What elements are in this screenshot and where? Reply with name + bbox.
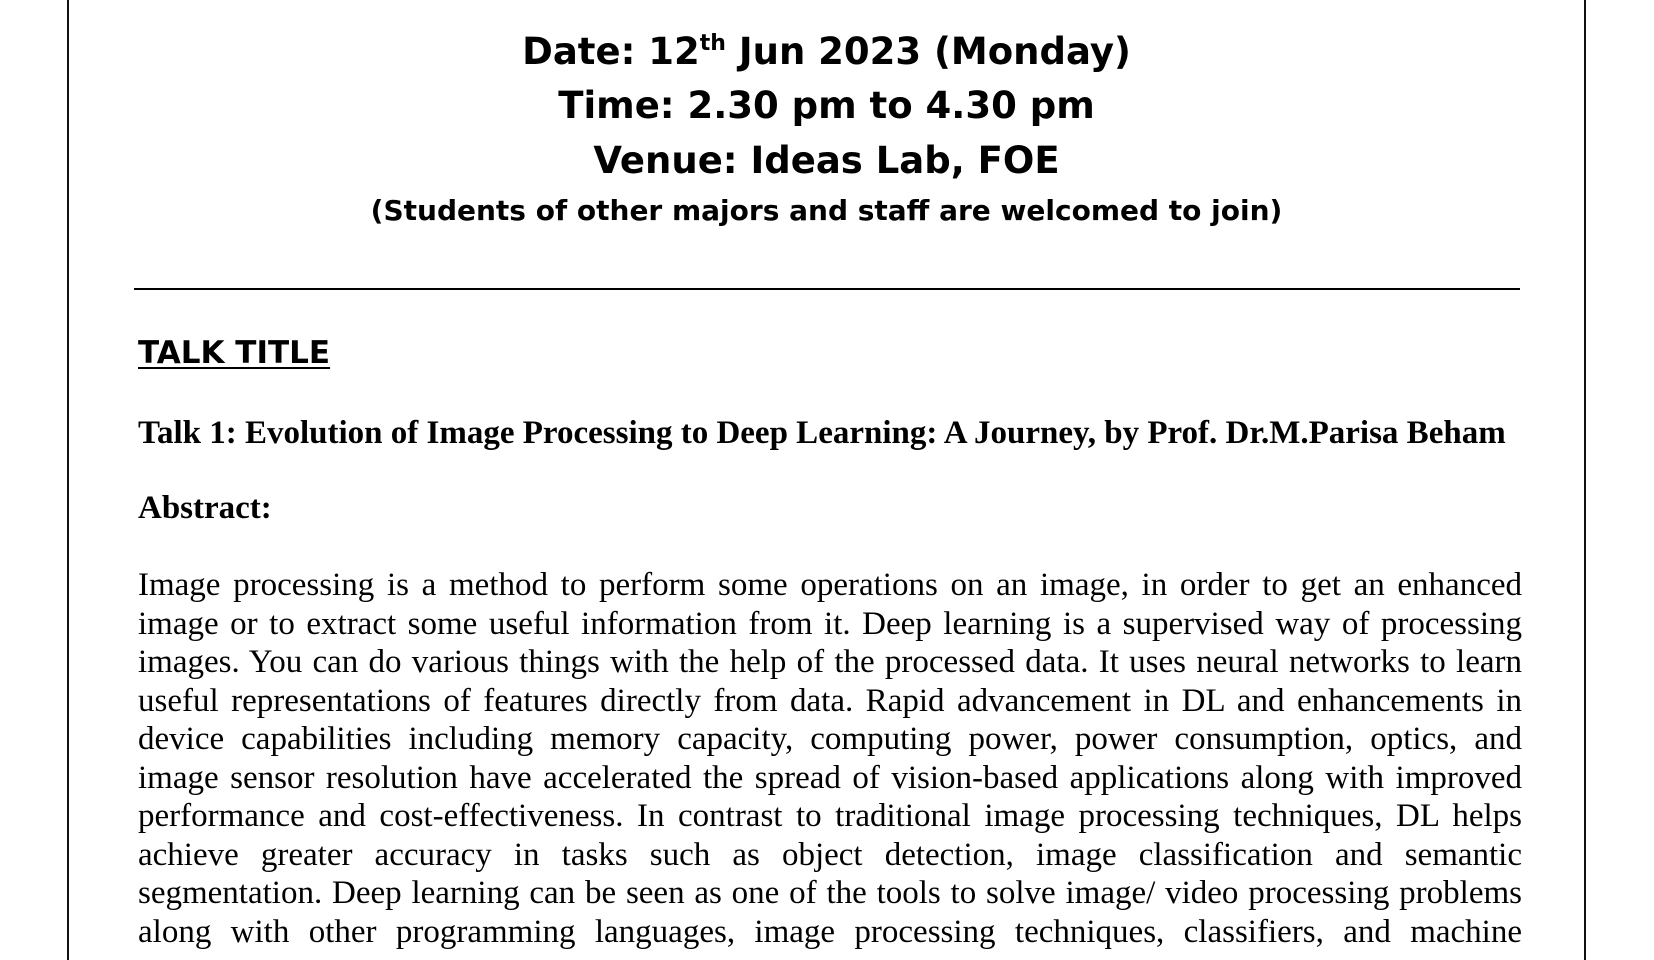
- abstract-line: segmentation. Deep learning can be seen as one of the tools to solve image/ video processing problems: [138, 875, 1522, 911]
- talk-section-heading: TALK TITLE: [138, 335, 331, 371]
- event-venue: Venue: Ideas Lab, FOE: [593, 139, 1060, 182]
- abstract-label: Abstract:: [138, 490, 272, 526]
- horizontal-divider: [134, 288, 1520, 290]
- abstract-line: image or to extract some useful information from it. Deep learning is a supervised way of processing: [138, 605, 1522, 642]
- event-date-rest: Jun 2023 (Monday): [725, 30, 1131, 73]
- abstract-line: achieve greater accuracy in tasks such as object detection, image classification and semantic: [138, 836, 1522, 873]
- abstract-line: Image processing is a method to perform some operations on an image, in order to get an enhanced: [138, 567, 1522, 603]
- talk-1-title: Talk 1: Evolution of Image Processing to Deep Learning: A Journey, by Prof. Dr.M.Parisa Beham: [138, 415, 1506, 451]
- event-date: [69, 24, 1584, 80]
- event-time: Time: 2.30 pm to 4.30 pm: [558, 84, 1095, 127]
- abstract-line: image sensor resolution have accelerated the spread of vision-based applications along with improved: [138, 759, 1522, 796]
- event-note: (Students of other majors and staff are welcomed to join): [370, 194, 1283, 227]
- event-date-ordinal: th: [699, 31, 726, 56]
- event-date-prefix: Date: 12: [522, 30, 700, 73]
- abstract-line: useful representations of features directly from data. Rapid advancement in DL and enhancements in: [138, 682, 1522, 719]
- abstract-line: images. You can do various things with the help of the processed data. It uses neural networks to learn: [138, 644, 1522, 680]
- abstract-line: performance and cost-effectiveness. In contrast to traditional image processing techniques, DL helps: [138, 798, 1522, 834]
- page-border-right: [1584, 0, 1586, 960]
- abstract-line: device capabilities including memory capacity, computing power, power consumption, optics, and: [138, 721, 1522, 757]
- abstract-body: [138, 566, 1522, 951]
- abstract-line: along with other programming languages, image processing techniques, classifiers, and machine: [138, 913, 1522, 950]
